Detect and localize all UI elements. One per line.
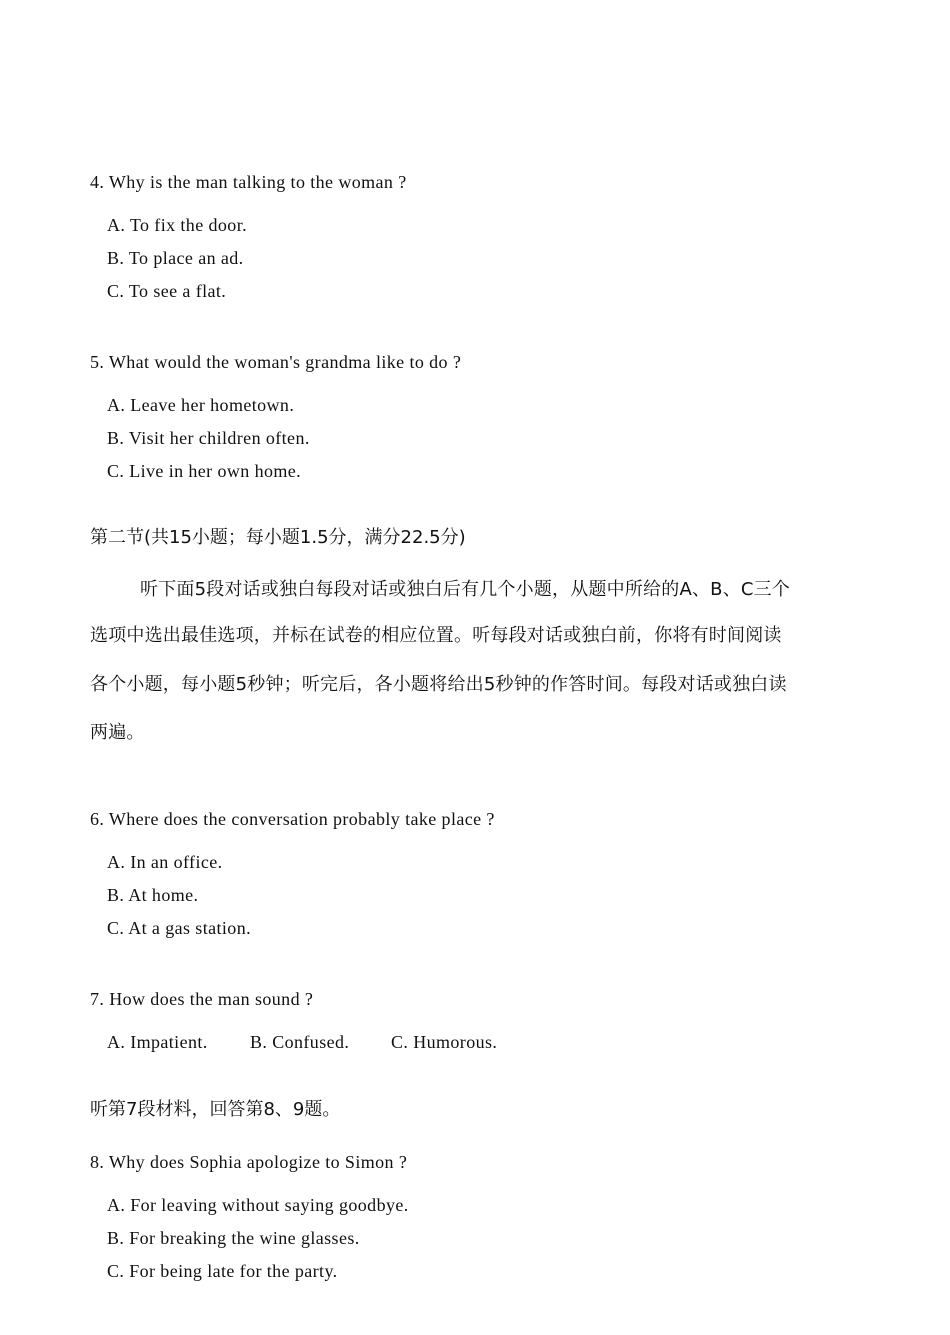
instruction-line-1: 听下面5段对话或独白每段对话或独白后有几个小题，从题中所给的A、B、C三个 xyxy=(140,579,791,600)
q6-option-c: C. At a gas station. xyxy=(107,918,251,938)
q5-option-b: B. Visit her children often. xyxy=(107,428,310,448)
q7-option-a: A. Impatient. xyxy=(107,1032,208,1052)
q4-option-a: A. To fix the door. xyxy=(107,215,247,235)
instruction-line-3: 各个小题，每小题5秒钟；听完后，各小题将给出5秒钟的作答时间。每段对话或独白读 xyxy=(90,674,787,695)
q7-question: 7. How does the man sound ? xyxy=(90,989,314,1009)
q8-option-b: B. For breaking the wine glasses. xyxy=(107,1228,360,1248)
q6-option-a: A. In an office. xyxy=(107,852,223,872)
q5-option-a: A. Leave her hometown. xyxy=(107,395,295,415)
q8-option-a: A. For leaving without saying goodbye. xyxy=(107,1195,409,1215)
q4-question: 4. Why is the man talking to the woman ? xyxy=(90,172,407,192)
material-7-instruction: 听第7段材料，回答第8、9题。 xyxy=(90,1099,341,1120)
q8-question: 8. Why does Sophia apologize to Simon ? xyxy=(90,1152,408,1172)
section-heading: 第二节(共15小题；每小题1.5分，满分22.5分) xyxy=(90,527,466,548)
q4-option-b: B. To place an ad. xyxy=(107,248,244,268)
q6-question: 6. Where does the conversation probably take place ? xyxy=(90,809,495,829)
q4-option-c: C. To see a flat. xyxy=(107,281,227,301)
q8-option-c: C. For being late for the party. xyxy=(107,1261,338,1281)
q7-option-c: C. Humorous. xyxy=(391,1032,498,1052)
q7-option-b: B. Confused. xyxy=(250,1032,350,1052)
instruction-line-2: 选项中选出最佳选项，并标在试卷的相应位置。听每段对话或独白前，你将有时间阅读 xyxy=(90,625,782,646)
q5-question: 5. What would the woman's grandma like to do ? xyxy=(90,352,462,372)
instruction-line-4: 两遍。 xyxy=(90,722,145,743)
q5-option-c: C. Live in her own home. xyxy=(107,461,302,481)
q6-option-b: B. At home. xyxy=(107,885,199,905)
